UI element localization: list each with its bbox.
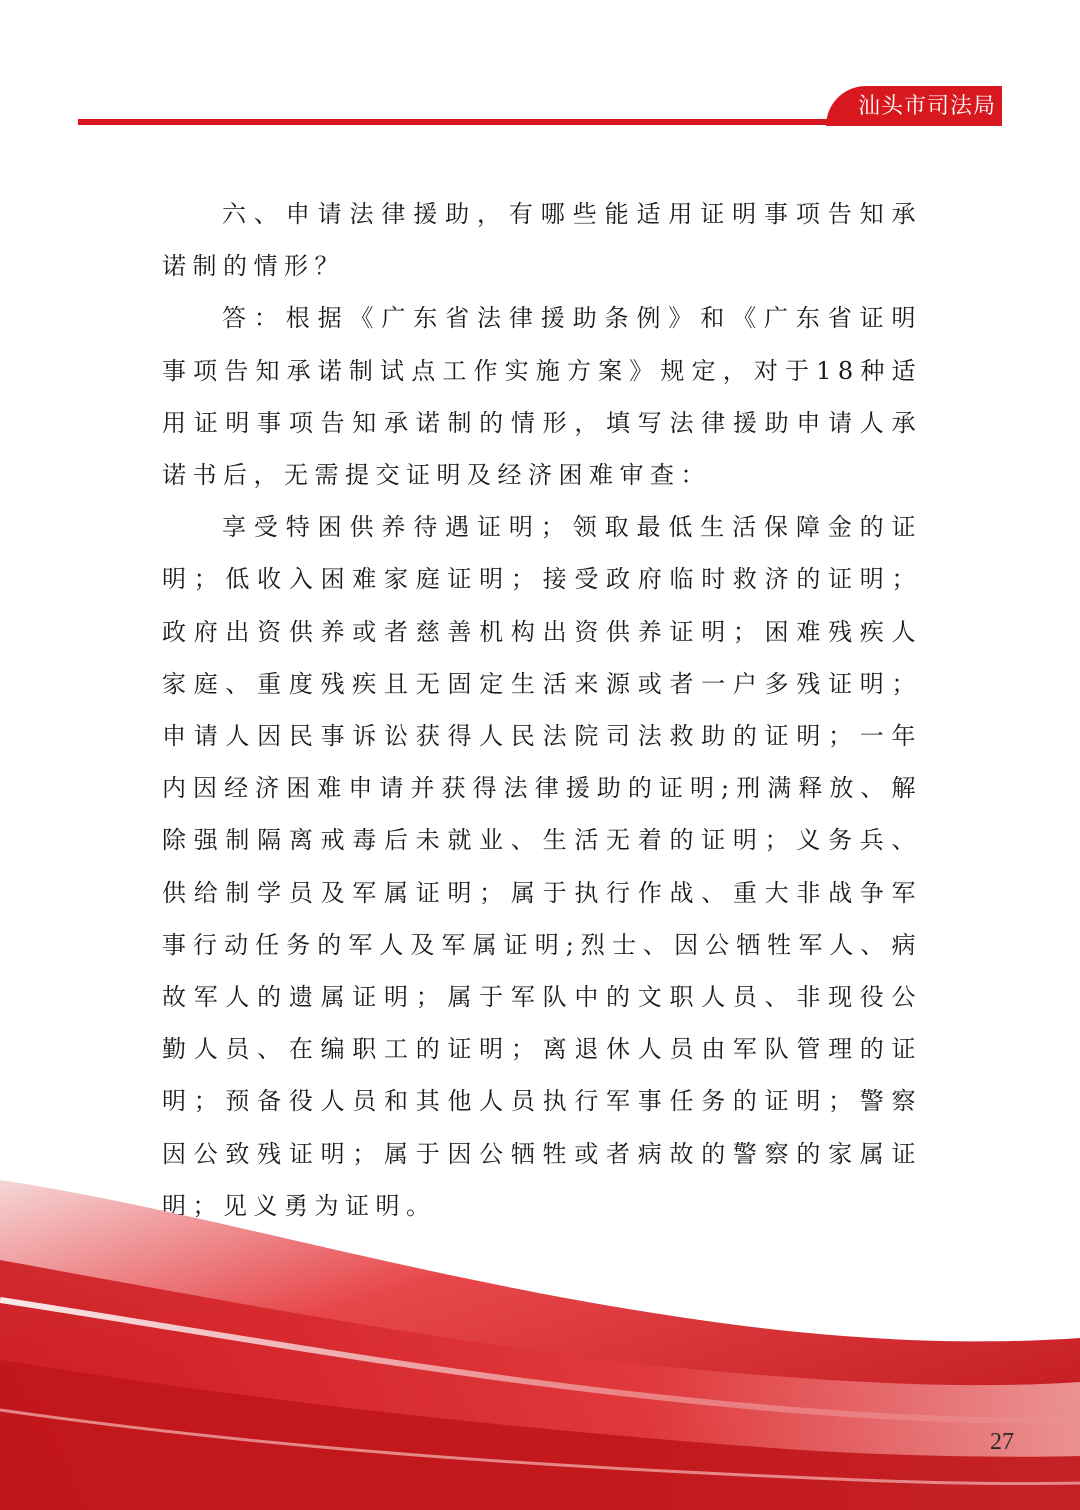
question-heading: 六、申请法律援助，有哪些能适用证明事项告知承诺制的情形？ — [162, 200, 922, 281]
article-body — [162, 188, 922, 1232]
list-paragraph: 享受特困供养待遇证明；领取最低生活保障金的证明；低收入困难家庭证明；接受政府临时救济的证明；政府出资供养或者慈善机构出资供养证明；困难残疾人家庭、重度残疾且无固定生活来源或者一户多残证明；申请人因民事诉讼获得人民法院司法救助的证明；一年内因经济困难申请并获得法律援助的证明;刑满释放、解除强制隔离戒毒后未就业、生活无着的证明；义务兵、供给制学员及军属证明；属于执行作战、重大非战争军事行动任务的军人及军属证明;烈士、因公牺牲军人、病故军人的遗属证明；属于军队中的文职人员、非现役公勤人员、在编职工的证明；离退休人员由军队管理的证明；预备役人员和其他人员执行军事任务的证明；警察因公致残证明；属于因公牺牲或者病故的警察的家属证明；见义勇为证明。 — [162, 513, 922, 1220]
decorative-red-wave — [0, 1150, 1080, 1510]
header-title: 汕头市司法局 — [858, 94, 997, 119]
page-number: 27 — [990, 1429, 1014, 1455]
answer-paragraph: 答：根据《广东省法律援助条例》和《广东省证明事项告知承诺制试点工作实施方案》规定，对于18种适用证明事项告知承诺制的情形，填写法律援助申请人承诺书后，无需提交证明及经济困难审查： — [162, 304, 922, 490]
